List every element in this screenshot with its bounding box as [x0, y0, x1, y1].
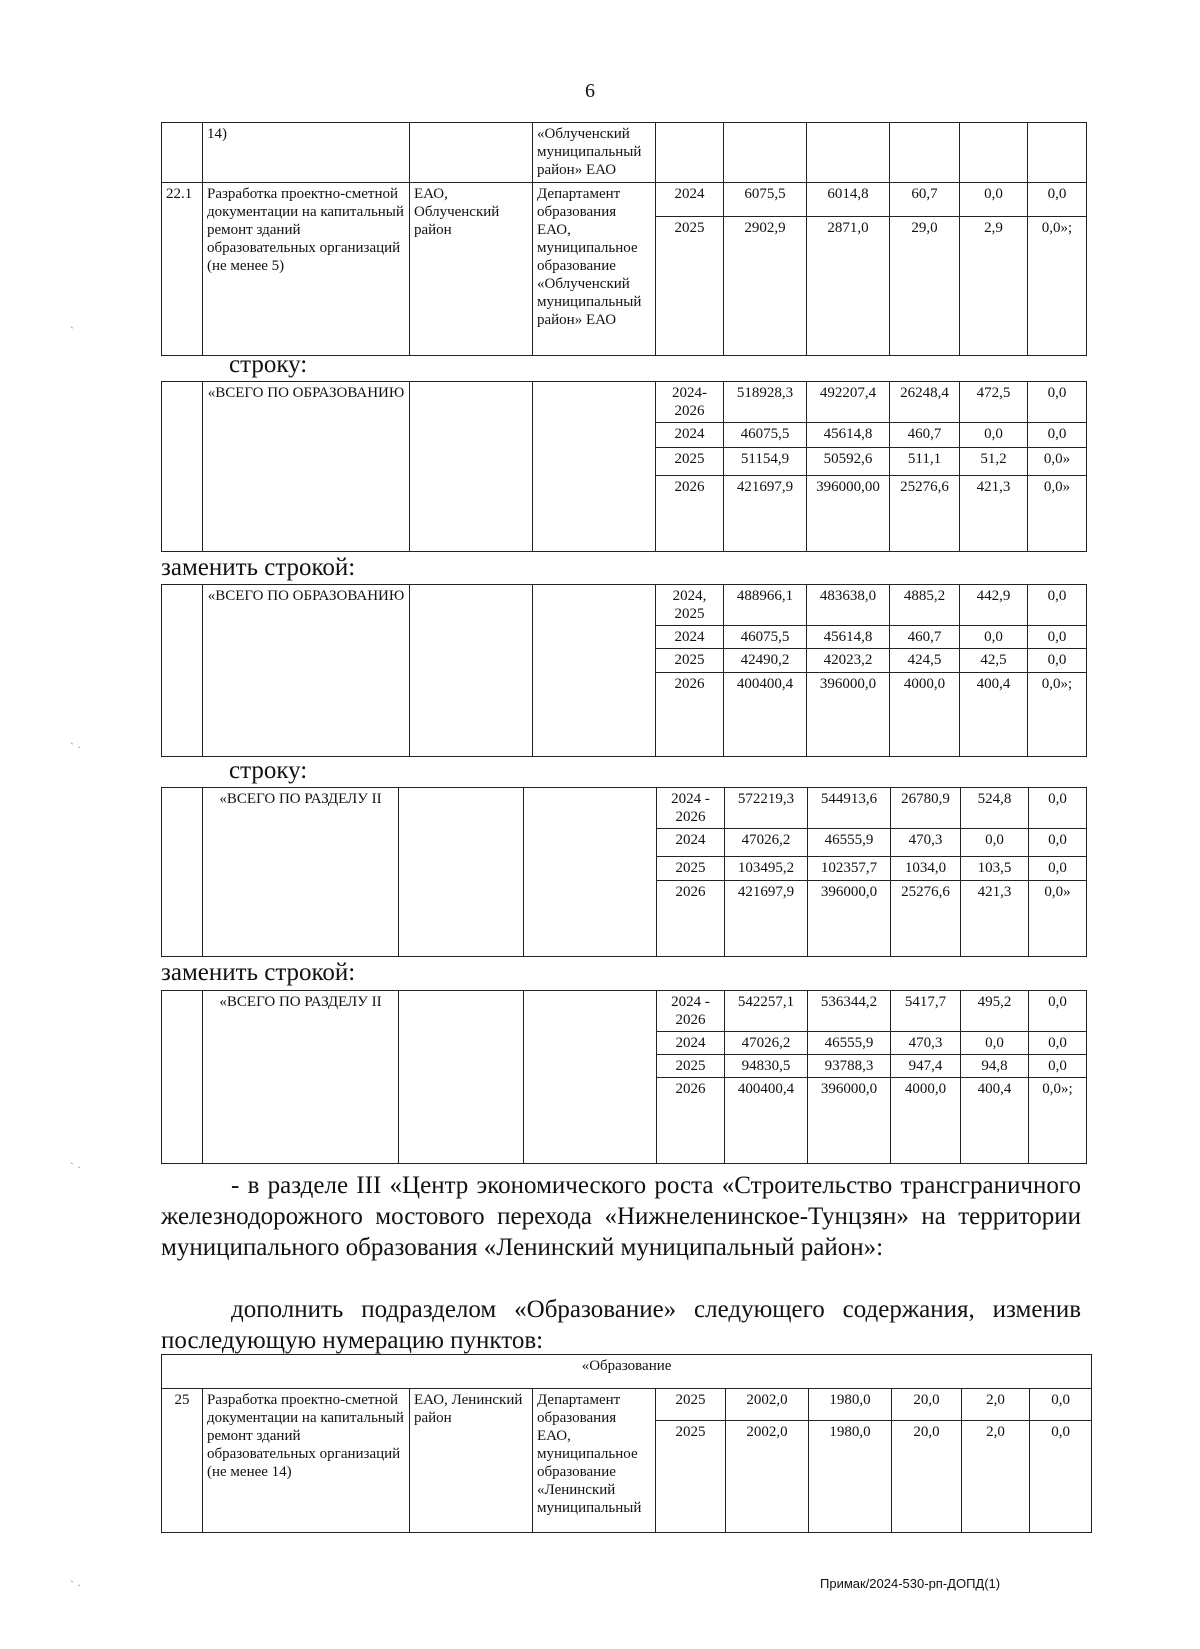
value-cell: 0,0»: [1028, 476, 1087, 552]
subsection-header: «Образование: [162, 1355, 1092, 1389]
value-cell: 0,0: [960, 626, 1028, 649]
row-dept: Департамент образования ЕАО, муниципальное образование «Ленинский муниципальный: [533, 1389, 656, 1533]
row-number: 22.1: [162, 183, 203, 356]
total-name: «ВСЕГО ПО РАЗДЕЛУ II: [203, 991, 399, 1164]
num-cell: [162, 991, 203, 1164]
paragraph-add-subsection: дополнить подразделом «Образование» следующего содержания, изменив последующую нумерацию пунктов:: [161, 1296, 1081, 1354]
value-cell: 483638,0: [807, 585, 890, 626]
value-cell: 46555,9: [808, 829, 891, 857]
value-cell: 51,2: [960, 448, 1028, 476]
row-number: 25: [162, 1389, 203, 1533]
value-cell: 470,3: [891, 829, 961, 857]
value-cell: 45614,8: [807, 626, 890, 649]
cont-dept-cell: «Облученский муниципальный район» ЕАО: [533, 123, 656, 183]
value-cell: 0,0: [1029, 1055, 1087, 1078]
scan-mark: ` ·: [70, 1160, 81, 1174]
value-cell: 0,0: [961, 829, 1029, 857]
value-cell: 0,0: [1028, 649, 1087, 673]
value-cell: 400400,4: [725, 1078, 808, 1164]
value-cell: 26780,9: [891, 788, 961, 829]
row-name: Разработка проектно-сметной документации на капитальный ремонт зданий образовательных организаций (не менее 5): [203, 183, 410, 356]
year-cell: 2024 - 2026: [657, 788, 725, 829]
value-cell: 42023,2: [807, 649, 890, 673]
value-cell: 46075,5: [724, 626, 807, 649]
scan-mark: `: [70, 324, 74, 338]
value-cell: 51154,9: [724, 448, 807, 476]
value-cell: 2902,9: [724, 217, 807, 356]
value-cell: 396000,0: [808, 1078, 891, 1164]
year-cell: 2026: [657, 1078, 725, 1164]
value-cell: 0,0»;: [1028, 673, 1087, 757]
value-cell: 2871,0: [807, 217, 890, 356]
year-cell: 2025: [656, 217, 724, 356]
year-cell: 2025: [656, 448, 724, 476]
year-cell: 2024: [657, 1032, 725, 1055]
value-cell: 472,5: [960, 382, 1028, 423]
year-cell: 2025: [656, 1421, 726, 1533]
value-cell: 2002,0: [726, 1389, 809, 1421]
value-cell: 542257,1: [725, 991, 808, 1032]
year-cell: 2024: [656, 423, 724, 448]
row-location: ЕАО, Облученский район: [410, 183, 533, 356]
value-cell: 421697,9: [724, 476, 807, 552]
total-name: «ВСЕГО ПО ОБРАЗОВАНИЮ: [203, 382, 410, 552]
value-cell: 947,4: [891, 1055, 961, 1078]
value-cell: 2,9: [960, 217, 1028, 356]
value-cell: 46555,9: [808, 1032, 891, 1055]
value-cell: 6075,5: [724, 183, 807, 217]
value-cell: 4000,0: [890, 673, 960, 757]
value-cell: 93788,3: [808, 1055, 891, 1078]
value-cell: 396000,00: [807, 476, 890, 552]
total-education-new-table: [161, 584, 1087, 757]
scan-mark: ` ·: [70, 1578, 81, 1592]
value-cell: 400,4: [960, 673, 1028, 757]
year-cell: 2025: [657, 857, 725, 881]
value-cell: 400,4: [961, 1078, 1029, 1164]
value-cell: 60,7: [890, 183, 960, 217]
value-cell: 492207,4: [807, 382, 890, 423]
value-cell: 424,5: [890, 649, 960, 673]
value-cell: 2,0: [962, 1421, 1030, 1533]
total-section-new-table: [161, 990, 1087, 1164]
value-cell: 6014,8: [807, 183, 890, 217]
value-cell: 0,0: [1028, 183, 1087, 217]
footer-doc-code: Примак/2024-530-рп-ДОПД(1): [820, 1576, 1001, 1591]
value-cell: 0,0: [1028, 423, 1087, 448]
value-cell: 0,0: [1029, 829, 1087, 857]
value-cell: 29,0: [890, 217, 960, 356]
education-subsection-table: [161, 1354, 1092, 1533]
year-cell: 2026: [656, 476, 724, 552]
year-cell: 2024, 2025: [656, 585, 724, 626]
value-cell: 518928,3: [724, 382, 807, 423]
value-cell: 50592,6: [807, 448, 890, 476]
value-cell: 0,0: [960, 183, 1028, 217]
label-zamenit-2: заменить строкой:: [161, 959, 356, 986]
value-cell: 1980,0: [809, 1421, 892, 1533]
total-name: «ВСЕГО ПО РАЗДЕЛУ II: [203, 788, 399, 957]
value-cell: 26248,4: [890, 382, 960, 423]
value-cell: 103495,2: [725, 857, 808, 881]
value-cell: 103,5: [961, 857, 1029, 881]
cont-name-cell: 14): [203, 123, 410, 183]
value-cell: 460,7: [890, 626, 960, 649]
value-cell: 1034,0: [891, 857, 961, 881]
value-cell: 4885,2: [890, 585, 960, 626]
row-name: Разработка проектно-сметной документации на капитальный ремонт зданий образовательных организаций (не менее 14): [203, 1389, 410, 1533]
value-cell: 488966,1: [724, 585, 807, 626]
value-cell: 421697,9: [725, 881, 808, 957]
value-cell: 0,0: [1029, 788, 1087, 829]
year-cell: 2025: [656, 1389, 726, 1421]
row-location: ЕАО, Ленинский район: [410, 1389, 533, 1533]
top-table: [161, 122, 1087, 356]
value-cell: 400400,4: [724, 673, 807, 757]
value-cell: 460,7: [890, 423, 960, 448]
value-cell: 47026,2: [725, 829, 808, 857]
year-cell: 2024: [656, 626, 724, 649]
value-cell: 0,0»;: [1029, 1078, 1087, 1164]
value-cell: 94830,5: [725, 1055, 808, 1078]
year-cell: 2024-2026: [656, 382, 724, 423]
total-name: «ВСЕГО ПО ОБРАЗОВАНИЮ: [203, 585, 410, 757]
value-cell: 0,0: [1030, 1421, 1092, 1533]
row-dept: Департамент образования ЕАО, муниципальное образование «Облученский муниципальный район» ЕАО: [533, 183, 656, 356]
value-cell: 102357,7: [808, 857, 891, 881]
value-cell: 20,0: [892, 1389, 962, 1421]
value-cell: 0,0: [961, 1032, 1029, 1055]
cont-num-cell: [162, 123, 203, 183]
label-stroku-1: строку:: [229, 351, 308, 378]
year-cell: 2025: [657, 1055, 725, 1078]
value-cell: 0,0»: [1029, 881, 1087, 957]
value-cell: 524,8: [961, 788, 1029, 829]
value-cell: 0,0: [1028, 585, 1087, 626]
cont-location-cell: [410, 123, 533, 183]
value-cell: 20,0: [892, 1421, 962, 1533]
value-cell: 2,0: [962, 1389, 1030, 1421]
value-cell: 0,0»: [1028, 448, 1087, 476]
value-cell: 42,5: [960, 649, 1028, 673]
value-cell: 0,0: [1028, 626, 1087, 649]
value-cell: 396000,0: [807, 673, 890, 757]
label-stroku-2: строку:: [229, 757, 308, 784]
value-cell: 0,0: [1029, 857, 1087, 881]
value-cell: 470,3: [891, 1032, 961, 1055]
num-cell: [162, 382, 203, 552]
scan-mark: ` ·: [70, 740, 81, 754]
value-cell: 5417,7: [891, 991, 961, 1032]
year-cell: 2024: [657, 829, 725, 857]
year-cell: 2026: [657, 881, 725, 957]
value-cell: 421,3: [961, 881, 1029, 957]
value-cell: 42490,2: [724, 649, 807, 673]
value-cell: 421,3: [960, 476, 1028, 552]
value-cell: 0,0: [1028, 382, 1087, 423]
value-cell: 511,1: [890, 448, 960, 476]
value-cell: 0,0»;: [1028, 217, 1087, 356]
num-cell: [162, 585, 203, 757]
value-cell: 0,0: [1029, 991, 1087, 1032]
value-cell: 94,8: [961, 1055, 1029, 1078]
value-cell: 572219,3: [725, 788, 808, 829]
value-cell: 2002,0: [726, 1421, 809, 1533]
value-cell: 47026,2: [725, 1032, 808, 1055]
num-cell: [162, 788, 203, 957]
value-cell: 442,9: [960, 585, 1028, 626]
value-cell: 4000,0: [891, 1078, 961, 1164]
label-zamenit-1: заменить строкой:: [161, 554, 356, 581]
paragraph-section-iii: - в разделе III «Центр экономического роста «Строительство трансграничного железнодорожного мостового перехода «Нижнеленинское-Тунцзян» на территории муниципального образования «Ленинский муниципальный район»:: [161, 1172, 1081, 1261]
value-cell: 544913,6: [808, 788, 891, 829]
value-cell: 0,0: [1030, 1389, 1092, 1421]
value-cell: 25276,6: [891, 881, 961, 957]
year-cell: 2024 - 2026: [657, 991, 725, 1032]
value-cell: 0,0: [960, 423, 1028, 448]
year-cell: 2024: [656, 183, 724, 217]
value-cell: 45614,8: [807, 423, 890, 448]
total-education-old-table: [161, 381, 1087, 552]
year-cell: 2026: [656, 673, 724, 757]
value-cell: 46075,5: [724, 423, 807, 448]
year-cell: 2025: [656, 649, 724, 673]
value-cell: 0,0: [1029, 1032, 1087, 1055]
page-number: 6: [585, 80, 595, 102]
value-cell: 536344,2: [808, 991, 891, 1032]
value-cell: 25276,6: [890, 476, 960, 552]
value-cell: 396000,0: [808, 881, 891, 957]
value-cell: 1980,0: [809, 1389, 892, 1421]
value-cell: 495,2: [961, 991, 1029, 1032]
total-section-old-table: [161, 787, 1087, 957]
